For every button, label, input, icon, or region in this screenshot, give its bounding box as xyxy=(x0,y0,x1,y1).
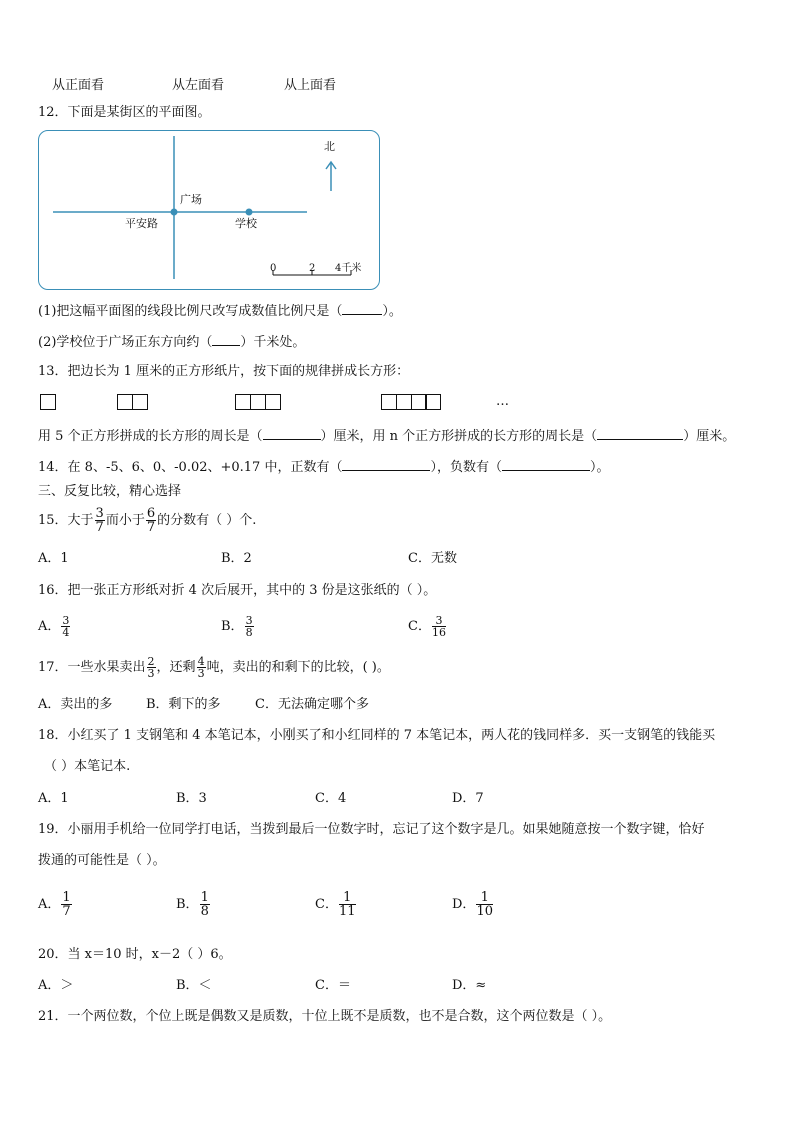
q13-blank-2[interactable] xyxy=(597,427,683,440)
street-map xyxy=(38,130,380,290)
q12-part1 xyxy=(38,302,402,320)
q13-text-a: 用 5 个正方形拼成的长方形的周长是（ xyxy=(38,429,263,444)
road-label: 平安路 xyxy=(125,217,158,230)
q15-option-a[interactable]: A．1 xyxy=(38,551,69,566)
q12-title: 12．下面是某街区的平面图。 xyxy=(38,105,211,120)
q18-line-2: （ ）本笔记本. xyxy=(44,759,131,774)
q12-part2-end: ）千米处。 xyxy=(240,335,306,350)
q15-fraction-1: $\frac{3}{7}$ xyxy=(95,506,104,535)
q20-option-b[interactable]: B．＜ xyxy=(176,978,212,993)
pattern-3-squares xyxy=(235,394,281,410)
school-point xyxy=(246,209,253,216)
pattern-1-square xyxy=(40,394,56,410)
q18-line-1: 18．小红买了 1 支钢笔和 4 本笔记本，小刚买了和小红同样的 7 本笔记本，两人花的钱同样多．买一支钢笔的钱能买 xyxy=(38,728,716,743)
scale-tick-0: 0 xyxy=(270,263,277,274)
q20-question: 20．当 x＝10 时，x－2（ ）6。 xyxy=(38,947,232,962)
view-label-left: 从左面看 xyxy=(172,78,225,93)
q17-option-c[interactable]: C．无法确定哪个多 xyxy=(255,697,369,712)
q16-question: 16．把一张正方形纸对折 4 次后展开，其中的 3 份是这张纸的（ ）。 xyxy=(38,583,437,598)
q17-option-b[interactable]: B．剩下的多 xyxy=(146,697,221,712)
q13-question xyxy=(38,427,735,445)
view-label-front: 从正面看 xyxy=(52,78,105,93)
q14-blank-1[interactable] xyxy=(342,458,430,471)
q12-part1-text: (1)把这幅平面图的线段比例尺改写成数值比例尺是（ xyxy=(38,304,343,319)
north-label: 北 xyxy=(324,140,335,153)
section-3-heading: 三、反复比较，精心选择 xyxy=(38,484,182,499)
view-label-top: 从上面看 xyxy=(284,78,337,93)
q19-line-1: 19．小丽用手机给一位同学打电话，当拨到最后一位数字时，忘记了这个数字是几。如果她随意按一个数字键，恰好 xyxy=(38,822,705,837)
q17-pre: 17．一些水果卖出 xyxy=(38,660,146,675)
q13-blank-1[interactable] xyxy=(263,427,321,440)
q15-pre: 15．大于 xyxy=(38,513,94,528)
q19-option-a[interactable]: A． $\frac{1}{7}$ xyxy=(38,890,71,919)
scale-tick-2: 2 xyxy=(309,263,316,274)
q15-option-b[interactable]: B．2 xyxy=(221,551,252,566)
q12-part2-blank[interactable] xyxy=(212,333,240,346)
q16-option-a[interactable]: A． $\frac{3}{4}$ xyxy=(38,614,70,639)
q14-blank-2[interactable] xyxy=(502,458,590,471)
q17-question xyxy=(38,653,390,683)
q19-option-b[interactable]: B． $\frac{1}{8}$ xyxy=(176,890,209,919)
q14-text-a: 14．在 8、-5、6、0、-0.02、+0.17 中，正数有（ xyxy=(38,460,343,475)
q20-option-a[interactable]: A．＞ xyxy=(38,978,74,993)
q12-part1-blank[interactable] xyxy=(342,302,382,315)
square-label: 广场 xyxy=(180,193,202,206)
q19-option-c[interactable]: C． $\frac{1}{11}$ xyxy=(315,890,356,919)
q13-text-c: ）厘米。 xyxy=(683,429,736,444)
q17-mid: ，还剩 xyxy=(156,660,196,675)
q17-fraction-1: $\frac{2}{3}$ xyxy=(147,655,155,680)
q16-option-b[interactable]: B． $\frac{3}{8}$ xyxy=(221,614,253,639)
street-map-drawing xyxy=(39,131,381,291)
q19-line-2: 拨通的可能性是（ ）。 xyxy=(38,853,166,868)
q12-part1-end: ）。 xyxy=(382,304,402,319)
q14-question xyxy=(38,458,610,476)
pattern-4-squares xyxy=(381,394,441,410)
q19-option-d[interactable]: D． $\frac{1}{10}$ xyxy=(452,890,493,919)
pattern-2-squares xyxy=(117,394,148,410)
q14-text-b: ），负数有（ xyxy=(430,460,502,475)
q15-question xyxy=(38,506,256,536)
q21-question: 21．一个两位数，个位上既是偶数又是质数，十位上既不是质数，也不是合数，这个两位数是（ ）。 xyxy=(38,1009,612,1024)
pattern-ellipsis: … xyxy=(496,394,509,409)
square-point xyxy=(171,209,178,216)
q15-option-c[interactable]: C．无数 xyxy=(408,551,457,566)
scale-tick-4: 4千米 xyxy=(335,263,362,274)
q17-fraction-2: $\frac{4}{3}$ xyxy=(197,655,205,680)
q15-mid: 而小于 xyxy=(105,513,145,528)
q16-option-c[interactable]: C． $\frac{3}{16}$ xyxy=(408,614,446,639)
q17-post: 吨，卖出的和剩下的比较，( )。 xyxy=(206,660,390,675)
school-label: 学校 xyxy=(235,217,257,230)
q20-option-c[interactable]: C．＝ xyxy=(315,978,351,993)
q13-title: 13．把边长为 1 厘米的正方形纸片，按下面的规律拼成长方形： xyxy=(38,364,410,379)
q18-option-d[interactable]: D．7 xyxy=(452,791,484,806)
q18-option-b[interactable]: B．3 xyxy=(176,791,207,806)
q15-fraction-2: $\frac{6}{7}$ xyxy=(146,506,156,535)
q13-text-b: ）厘米，用 n 个正方形拼成的长方形的周长是（ xyxy=(320,429,598,444)
q18-option-c[interactable]: C．4 xyxy=(315,791,347,806)
q15-post: 的分数有（ ）个. xyxy=(157,513,257,528)
q18-option-a[interactable]: A．1 xyxy=(38,791,69,806)
q14-text-c: ）。 xyxy=(589,460,610,475)
q12-part2-text: (2)学校位于广场正东方向约（ xyxy=(38,335,213,350)
q17-option-a[interactable]: A．卖出的多 xyxy=(38,697,113,712)
q12-part2 xyxy=(38,333,305,351)
q20-option-d[interactable]: D．≈ xyxy=(452,978,487,993)
